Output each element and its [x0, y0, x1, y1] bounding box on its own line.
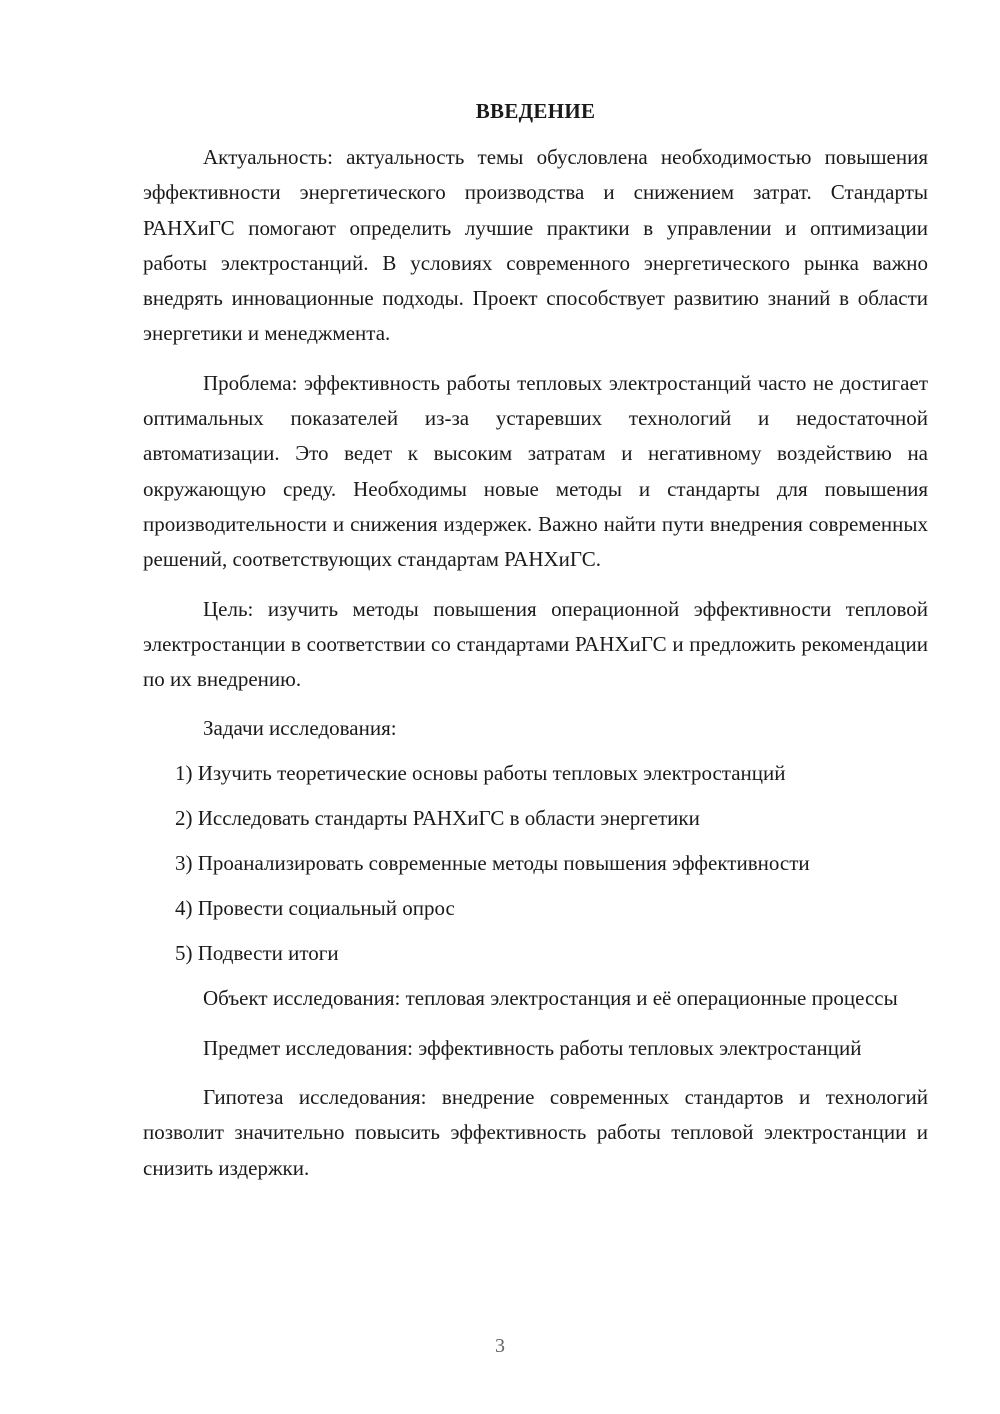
section-heading: ВВЕДЕНИЕ [475, 99, 596, 123]
task-item: 5) Подвести итоги [175, 941, 339, 966]
task-item: 3) Проанализировать современные методы повышения эффективности [175, 851, 810, 876]
tasks-title: Задачи исследования: [203, 716, 397, 741]
paragraph-goal: Цель: изучить методы повышения операционной эффективности тепловой электростанции в соответствии со стандартами РАНХиГС и предложить рекомендации по их внедрению. [143, 596, 928, 692]
task-item: 2) Исследовать стандарты РАНХиГС в области энергетики [175, 806, 700, 831]
tasks-list [143, 756, 928, 971]
task-item: 4) Провести социальный опрос [175, 896, 455, 921]
page-number: 3 [495, 1335, 505, 1357]
document-page [143, 96, 928, 1186]
paragraph-object: Объект исследования: тепловая электростанция и её операционные процессы [203, 986, 898, 1011]
paragraph-problem: Проблема: эффективность работы тепловых электростанций часто не достигает оптимальных показателей из-за устаревших технологий и недостаточной автоматизации. Это ведет к высоким затратам и негативному воздействию на окружающую среду. Необходимы новые методы и стандарты для повышения производительности и снижения издержек. Важно найти пути внедрения современных решений, соответствующих стандартам РАНХиГС. [143, 370, 928, 572]
paragraph-subject: Предмет исследования: эффективность работы тепловых электростанций [203, 1035, 862, 1060]
paragraph-relevance: Актуальность: актуальность темы обусловлена необходимостью повышения эффективности энергетического производства и снижением затрат. Стандарты РАНХиГС помогают определить лучшие практики в управлении и оптимизации работы электростанций. В условиях современного энергетического рынка важно внедрять инновационные подходы. Проект способствует развитию знаний в области энергетики и менеджмента. [143, 145, 928, 346]
paragraph-hypothesis: Гипотеза исследования: внедрение современных стандартов и технологий позволит значительно повысить эффективность работы тепловой электростанции и снизить издержки. [143, 1085, 928, 1180]
task-item: 1) Изучить теоретические основы работы тепловых электростанций [175, 761, 786, 786]
